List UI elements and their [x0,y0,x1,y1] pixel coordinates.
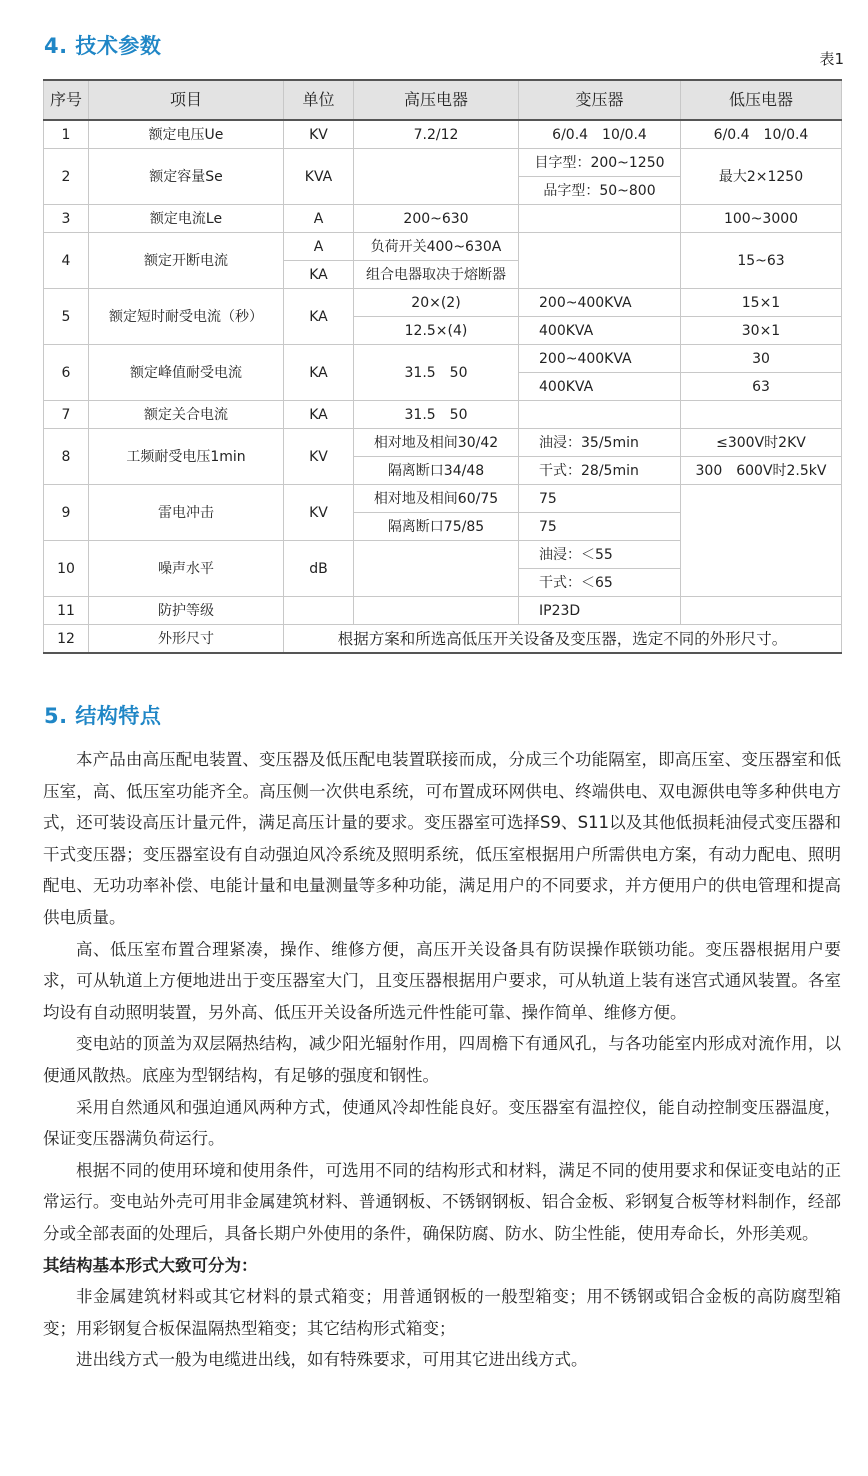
cell-empty [284,597,354,625]
cell: 5 [44,289,89,345]
structure-text [43,744,841,1376]
cell: 12.5×(4) [354,317,519,345]
header-cell: 项目 [89,80,284,120]
cell: 隔离断口34/48 [354,457,519,485]
cell: 31.5 50 [354,345,519,401]
cell: 400KVA [519,317,681,345]
header-cell: 序号 [44,80,89,120]
cell: 相对地及相间60/75 [354,485,519,513]
paragraph: 进出线方式一般为电缆进出线，如有特殊要求，可用其它进出线方式。 [76,1350,588,1370]
cell-empty [354,541,519,597]
cell: 额定电压Ue [89,120,284,149]
cell: 31.5 50 [354,401,519,429]
paragraph: 变电站的顶盖为双层隔热结构，减少阳光辐射作用，四周檐下有通风孔，与各功能室内形成对流作用，以便通风散热。底座为型钢结构，有足够的强度和钢性。 [43,1034,841,1085]
cell: 300 600V时2.5kV [681,457,842,485]
tech-params-table [43,79,842,654]
cell: 200~400KVA [519,345,681,373]
cell: KA [284,345,354,401]
cell: 200~400KVA [519,289,681,317]
cell-empty [681,485,842,597]
cell: KA [284,289,354,345]
cell: 额定开断电流 [89,233,284,289]
paragraph: 本产品由高压配电装置、变压器及低压配电装置联接而成，分成三个功能隔室，即高压室、变压器室和低压室，高、低压室功能齐全。高压侧一次供电系统，可布置成环网供电、终端供电、双电源供电等多种供电方式，还可装设高压计量元件，满足高压计量的要求。变压器室可选择S9、S11以及其他低损耗油侵式变压器和干式变压器；变压器室设有自动强迫风冷系统及照明系统，低压室根据用户所需供电方案，有动力配电、照明配电、无功功率补偿、电能计量和电量测量等多种功能，满足用户的不同要求，并方便用户的供电管理和提高供电质量。 [43,750,841,927]
cell: 根据方案和所选高低压开关设备及变压器，选定不同的外形尺寸。 [284,625,842,654]
cell: 组合电器取决于熔断器 [354,261,519,289]
cell: 干式：＜65 [519,569,681,597]
cell: 干式：28/5min [519,457,681,485]
cell-empty [519,205,681,233]
cell: A [284,233,354,261]
cell: 品字型：50~800 [519,177,681,205]
table-row [44,401,842,429]
cell: 63 [681,373,842,401]
table-row [44,149,842,177]
cell: 防护等级 [89,597,284,625]
header-cell: 低压电器 [681,80,842,120]
cell-empty [354,597,519,625]
table-row [44,597,842,625]
section-5-title: 5. 结构特点 [44,704,162,728]
cell: 额定短时耐受电流（秒） [89,289,284,345]
section-4-title: 4. 技术参数 [44,34,162,58]
cell-empty [519,401,681,429]
table-row [44,625,842,654]
cell-empty [519,233,681,289]
cell: 7 [44,401,89,429]
paragraph: 非金属建筑材料或其它材料的景式箱变；用普通钢板的一般型箱变；用不锈钢或铝合金板的高防腐型箱变；用彩钢复合板保温隔热型箱变；其它结构形式箱变； [43,1287,841,1338]
cell: KV [284,120,354,149]
cell: KA [284,401,354,429]
cell: ≤300V时2KV [681,429,842,457]
cell: 6/0.4 10/0.4 [681,120,842,149]
cell: 100~3000 [681,205,842,233]
header-cell: 变压器 [519,80,681,120]
cell: KV [284,485,354,541]
cell: 油浸：35/5min [519,429,681,457]
cell-empty [354,149,519,205]
paragraph: 高、低压室布置合理紧凑，操作、维修方便，高压开关设备具有防误操作联锁功能。变压器根据用户要求，可从轨道上方便地进出于变压器室大门，且变压器根据用户要求，可从轨道上装有迷宫式通风装置。各室均设有自动照明装置，另外高、低压开关设备所选元件性能可靠、操作简单、维修方便。 [43,939,841,1022]
cell: 30×1 [681,317,842,345]
cell: 相对地及相间30/42 [354,429,519,457]
table-number: 表1 [819,50,844,68]
cell: 额定电流Le [89,205,284,233]
cell: 11 [44,597,89,625]
cell-empty [681,597,842,625]
cell: 目字型：200~1250 [519,149,681,177]
cell: 外形尺寸 [89,625,284,654]
cell: 30 [681,345,842,373]
cell: 额定关合电流 [89,401,284,429]
table-row [44,345,842,373]
cell: 6/0.4 10/0.4 [519,120,681,149]
cell: 15~63 [681,233,842,289]
paragraph: 根据不同的使用环境和使用条件，可选用不同的结构形式和材料，满足不同的使用要求和保证变电站的正常运行。变电站外壳可用非金属建筑材料、普通钢板、不锈钢钢板、铝合金板、彩钢复合板等材料制作，经部分或全部表面的处理后，具备长期户外使用的条件，确保防腐、防水、防尘性能，使用寿命长，外形美观。 [43,1160,841,1243]
cell: 75 [519,485,681,513]
table-row [44,205,842,233]
cell: 15×1 [681,289,842,317]
cell: dB [284,541,354,597]
table-row [44,429,842,457]
cell: KA [284,261,354,289]
cell-empty [681,401,842,429]
table-row [44,120,842,149]
table-header-row [44,80,842,120]
cell: 10 [44,541,89,597]
cell: 噪声水平 [89,541,284,597]
header-cell: 高压电器 [354,80,519,120]
cell: 工频耐受电压1min [89,429,284,485]
cell: KV [284,429,354,485]
cell: 7.2/12 [354,120,519,149]
cell: 9 [44,485,89,541]
cell: 1 [44,120,89,149]
cell: 3 [44,205,89,233]
table-row [44,289,842,317]
cell: 4 [44,233,89,289]
header-cell: 单位 [284,80,354,120]
cell: 400KVA [519,373,681,401]
table-row [44,233,842,261]
cell: 负荷开关400~630A [354,233,519,261]
cell: 额定容量Se [89,149,284,205]
cell: 隔离断口75/85 [354,513,519,541]
cell: 75 [519,513,681,541]
cell: 雷电冲击 [89,485,284,541]
cell: 20×(2) [354,289,519,317]
cell: KVA [284,149,354,205]
cell: 8 [44,429,89,485]
cell: 6 [44,345,89,401]
cell: 12 [44,625,89,654]
bold-subheading: 其结构基本形式大致可分为： [43,1255,258,1275]
cell: IP23D [519,597,681,625]
cell: 2 [44,149,89,205]
cell: 油浸：＜55 [519,541,681,569]
cell: A [284,205,354,233]
cell: 200~630 [354,205,519,233]
cell: 额定峰值耐受电流 [89,345,284,401]
cell: 最大2×1250 [681,149,842,205]
paragraph: 采用自然通风和强迫通风两种方式，使通风冷却性能良好。变压器室有温控仪，能自动控制变压器温度，保证变压器满负荷运行。 [43,1097,841,1149]
table-row [44,485,842,513]
